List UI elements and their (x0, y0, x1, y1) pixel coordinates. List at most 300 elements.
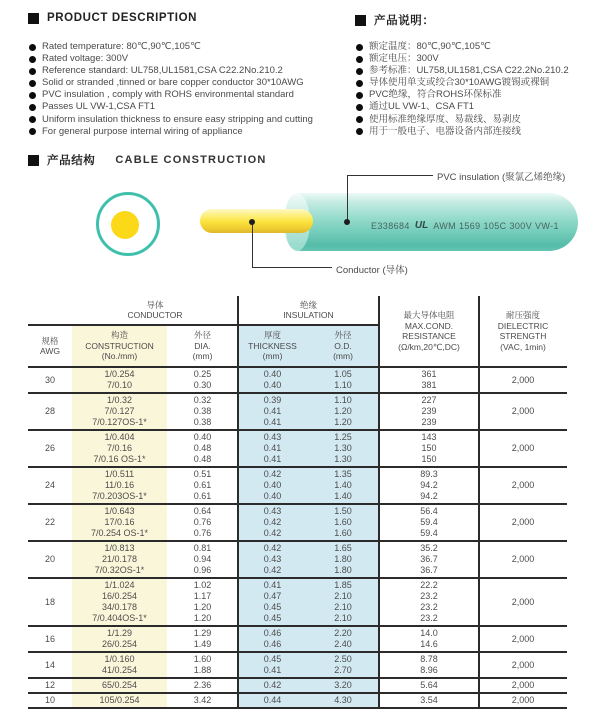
cell-value: 1.80 (334, 554, 352, 564)
cell-resistance (379, 505, 479, 540)
cell-value: 2,000 (511, 596, 535, 607)
cell-value: 35.2 (420, 543, 438, 553)
cell-value: 26 (44, 443, 55, 453)
column-divider (378, 296, 380, 707)
cell-value: 0.40 (263, 380, 282, 390)
cell-resistance (379, 627, 479, 651)
header-line: THICKNESS (248, 340, 297, 351)
header-line: RESISTANCE (402, 331, 456, 341)
cell-value: 0.94 (193, 554, 212, 564)
cell-value: 1.29 (193, 628, 212, 638)
cell-value: 3.20 (334, 680, 352, 690)
cell-thickness (238, 579, 307, 625)
cell-dia (167, 627, 238, 651)
cell-value: 0.41 (263, 406, 282, 416)
cell-awg (28, 468, 72, 503)
cell-value: 1.60 (334, 528, 352, 538)
cell-value: 0.51 (193, 469, 212, 479)
spec-item-text: 用于一般电子、电器设备内部连接线 (369, 125, 522, 137)
cell-value: 1.20 (193, 602, 212, 612)
cell-value: 150 (421, 454, 437, 464)
cell-value: 0.25 (193, 369, 212, 379)
cell-value: 0.43 (263, 432, 282, 442)
cell-value: 1.40 (334, 491, 352, 501)
table-row (28, 677, 567, 692)
bullet-icon (29, 128, 36, 135)
cell-value: 0.46 (263, 628, 282, 638)
cell-resistance (379, 468, 479, 503)
spec-item (355, 77, 603, 89)
cell-value: 7/0.254 OS-1* (90, 528, 149, 538)
cell-value: 2.10 (334, 591, 352, 601)
cell-value: 7/0.10 (106, 380, 133, 390)
spec-item (28, 114, 355, 126)
cell-value: 361 (421, 369, 437, 379)
cell-od (307, 368, 379, 392)
cell-thickness (238, 368, 307, 392)
cell-dia (167, 505, 238, 540)
cell-resistance (379, 542, 479, 577)
header-line: 厚度 (263, 330, 281, 341)
cell-construction (72, 394, 167, 429)
pvc-leader-dot (344, 219, 350, 225)
cell-value: 17/0.16 (104, 517, 135, 527)
table-body (28, 368, 567, 707)
cell-value: 2.40 (334, 639, 352, 649)
cell-od (307, 394, 379, 429)
spec-item (28, 101, 355, 113)
cell-value: 2,000 (511, 374, 535, 385)
cell-value: 0.41 (263, 443, 282, 453)
conductor-label: Conductor (导体) (336, 265, 408, 276)
conductor-cross-section (111, 211, 139, 239)
cell-value: 7/0.32OS-1* (94, 565, 145, 575)
spec-item-text: Rated temperature: 80℃,90℃,105℃ (42, 41, 201, 52)
cell-dielectric (479, 468, 567, 503)
bullet-icon (356, 80, 363, 87)
conductor-leader-dot (249, 219, 255, 225)
spec-item-text: Solid or stranded ,tinned or bare copper conductor 30*10AWG (42, 77, 304, 89)
spec-item (28, 77, 355, 89)
bullet-icon (356, 116, 363, 123)
header-insulation-group (238, 296, 379, 366)
cell-value: 0.61 (193, 491, 212, 501)
cell-value: 56.4 (420, 506, 438, 516)
spec-item (28, 41, 355, 53)
cell-dielectric (479, 694, 567, 707)
cell-value: 23.2 (420, 613, 438, 623)
spec-item (355, 114, 603, 126)
bullet-icon (29, 92, 36, 99)
cell-awg (28, 679, 72, 692)
cell-construction (72, 694, 167, 707)
header-line: INSULATION (283, 310, 334, 320)
header-construction (72, 326, 167, 366)
spec-item-text: PVC绝缘，符合ROHS环保标准 (369, 89, 502, 101)
header-thickness (238, 326, 307, 366)
cell-value: 0.48 (193, 443, 212, 453)
cell-resistance (379, 368, 479, 392)
cell-value: 28 (44, 406, 55, 416)
cell-dielectric (479, 653, 567, 677)
bullet-icon (29, 56, 36, 63)
header-line: 规格 (41, 335, 59, 346)
bullet-icon (29, 80, 36, 87)
cell-value: 1/1.29 (106, 628, 133, 638)
cell-value: 0.76 (193, 528, 212, 538)
table-row (28, 577, 567, 625)
spec-item (355, 41, 603, 53)
cell-value: 1/0.254 (104, 369, 135, 379)
header-line: 导体 (146, 299, 164, 310)
cell-thickness (238, 627, 307, 651)
table-row (28, 429, 567, 466)
cell-resistance (379, 579, 479, 625)
cell-value: 65/0.254 (101, 680, 138, 690)
cell-dielectric (479, 627, 567, 651)
square-bullet-icon (355, 15, 366, 26)
cell-value: 1.35 (334, 469, 352, 479)
cell-value: 4.30 (334, 695, 352, 705)
cell-dielectric (479, 505, 567, 540)
cell-value: 150 (421, 443, 437, 453)
spec-item (355, 89, 603, 101)
cell-construction (72, 505, 167, 540)
conductor-rod (200, 209, 313, 233)
cable-rating-text: AWM 1569 105C 300V VW-1 (433, 220, 559, 231)
table-row (28, 540, 567, 577)
cell-awg (28, 368, 72, 392)
cell-value: 94.2 (420, 491, 438, 501)
header-awg-spacer (28, 296, 72, 326)
cable-diagram (0, 165, 603, 295)
header-conductor-group (72, 296, 238, 366)
header-line: 构造 (110, 330, 128, 341)
product-notes-list (355, 41, 603, 138)
cell-value: 1.60 (193, 654, 212, 664)
cell-value: 0.61 (193, 480, 212, 490)
product-description-heading (28, 12, 197, 24)
cell-value: 1/0.32 (106, 395, 133, 405)
cell-value: 23.2 (420, 591, 438, 601)
header-line: CONDUCTOR (127, 310, 183, 320)
cell-value: 1.30 (334, 443, 352, 453)
ul-file-number: E338684 (371, 220, 410, 231)
column-divider (478, 296, 480, 707)
cell-value: 0.81 (193, 543, 212, 553)
cell-value: 0.41 (263, 665, 282, 675)
cell-value: 2.10 (334, 613, 352, 623)
cell-construction (72, 468, 167, 503)
product-notes-title: 产品说明： (374, 15, 435, 27)
cell-value: 2.70 (334, 665, 352, 675)
table-header (28, 296, 567, 368)
cell-value: 59.4 (420, 528, 438, 538)
cell-value: 0.45 (263, 602, 282, 612)
cell-value: 2,000 (511, 633, 535, 644)
header-line: 绝缘 (299, 299, 317, 310)
cell-resistance (379, 394, 479, 429)
bullet-icon (356, 104, 363, 111)
cell-value: 2.20 (334, 628, 352, 638)
cell-dia (167, 431, 238, 466)
cell-value: 1.60 (334, 517, 352, 527)
bullet-icon (356, 128, 363, 135)
cell-thickness (238, 542, 307, 577)
header-line: CONSTRUCTION (85, 340, 154, 351)
cell-dielectric (479, 431, 567, 466)
spec-item (355, 65, 603, 77)
cell-construction (72, 679, 167, 692)
cell-construction (72, 368, 167, 392)
cell-value: 1/0.160 (104, 654, 135, 664)
cell-od (307, 505, 379, 540)
cell-value: 1.10 (334, 380, 352, 390)
cell-value: 8.78 (420, 654, 438, 664)
cell-construction (72, 542, 167, 577)
header-dia (167, 326, 238, 366)
header-line: STRENGTH (499, 331, 547, 341)
table-row (28, 392, 567, 429)
cell-value: 105/0.254 (99, 695, 140, 705)
cell-value: 1.88 (193, 665, 212, 675)
cable-cross-section (96, 192, 160, 256)
cell-dielectric (479, 542, 567, 577)
cell-value: 0.64 (193, 506, 212, 516)
cell-value: 2,000 (511, 443, 535, 453)
cell-awg (28, 653, 72, 677)
bullet-icon (356, 68, 363, 75)
product-description-list (28, 41, 355, 138)
cell-value: 7/0.127 (104, 406, 135, 416)
bullet-icon (29, 44, 36, 51)
cell-dielectric (479, 679, 567, 692)
table-row (28, 625, 567, 651)
cell-value: 0.45 (263, 654, 282, 664)
cell-value: 89.3 (420, 469, 438, 479)
cell-value: 0.38 (193, 417, 212, 427)
cell-value: 3.54 (420, 695, 438, 705)
cell-od (307, 627, 379, 651)
cell-dia (167, 542, 238, 577)
cell-value: 1/0.643 (104, 506, 135, 516)
table-row (28, 368, 567, 392)
square-bullet-icon (28, 13, 39, 24)
cell-thickness (238, 653, 307, 677)
header-line: DIELECTRIC (497, 320, 549, 331)
pvc-leader-line-v (347, 175, 348, 223)
cell-value: 239 (421, 406, 437, 416)
cell-value: 23.2 (420, 602, 438, 612)
cell-resistance (379, 653, 479, 677)
header-line: DIA. (194, 340, 211, 351)
specification-table (28, 296, 567, 709)
cell-awg (28, 694, 72, 707)
cell-value: 0.45 (263, 613, 282, 623)
spec-item-text: 参考标准：UL758,UL1581,CSA C22.2No.210.2 (369, 65, 569, 77)
cell-value: 0.40 (263, 369, 282, 379)
bullet-icon (356, 44, 363, 51)
cell-value: 1.02 (193, 580, 212, 590)
spec-item-text: Passes UL VW-1,CSA FT1 (42, 101, 155, 113)
cell-thickness (238, 468, 307, 503)
header-line: 外径 (334, 330, 352, 341)
cell-value: 1.20 (193, 613, 212, 623)
cell-dia (167, 394, 238, 429)
conductor-leader-line-h (252, 267, 332, 268)
cell-value: 2,000 (511, 554, 535, 564)
pvc-insulation-label: PVC insulation (聚氯乙烯绝缘) (437, 172, 566, 183)
cell-od (307, 679, 379, 692)
cell-value: 7/0.127OS-1* (92, 417, 147, 427)
header-line: O.D. (334, 340, 352, 351)
header-line: (mm) (333, 351, 353, 362)
bullet-icon (29, 68, 36, 75)
cell-value: 18 (44, 596, 55, 607)
cell-value: 26/0.254 (101, 639, 138, 649)
cell-value: 1.65 (334, 543, 352, 553)
cell-value: 2,000 (511, 659, 535, 670)
cell-value: 1.49 (193, 639, 212, 649)
cell-awg (28, 627, 72, 651)
header-awg-block (28, 296, 72, 366)
cell-resistance (379, 431, 479, 466)
bullet-icon (356, 92, 363, 99)
cell-resistance (379, 694, 479, 707)
cell-value: 1.80 (334, 565, 352, 575)
product-notes-heading (355, 12, 435, 28)
cell-value: 227 (421, 395, 437, 405)
cell-value: 7/0.203OS-1* (92, 491, 147, 501)
cell-value: 21/0.178 (101, 554, 138, 564)
cable-construction-title-cn: 产品结构 (47, 155, 96, 167)
spec-item (355, 126, 603, 138)
cell-value: 2,000 (511, 406, 535, 416)
cell-value: 0.41 (263, 417, 282, 427)
cell-dia (167, 368, 238, 392)
cell-construction (72, 431, 167, 466)
bullet-icon (29, 116, 36, 123)
cell-value: 0.48 (193, 454, 212, 464)
cell-value: 5.64 (420, 680, 438, 690)
spec-item-text: PVC insulation , comply with ROHS environmental standard (42, 89, 294, 101)
cell-value: 1/0.813 (104, 543, 135, 553)
cell-value: 34/0.178 (101, 602, 138, 612)
cell-value: 0.39 (263, 395, 282, 405)
cell-value: 0.30 (193, 380, 212, 390)
header-line: (mm) (192, 351, 213, 362)
cell-value: 16 (44, 633, 55, 644)
cell-awg (28, 505, 72, 540)
cell-value: 2,000 (511, 695, 535, 705)
cell-value: 1.10 (334, 395, 352, 405)
header-conductor-title (72, 296, 238, 326)
cell-dia (167, 694, 238, 707)
cell-awg (28, 394, 72, 429)
cell-thickness (238, 694, 307, 707)
cell-construction (72, 579, 167, 625)
cell-value: 0.42 (263, 528, 282, 538)
cell-value: 0.42 (263, 517, 282, 527)
header-line: 最大导体电阻 (403, 310, 455, 320)
cell-thickness (238, 679, 307, 692)
header-awg (28, 326, 72, 366)
spec-item (28, 126, 355, 138)
cell-value: 0.42 (263, 565, 282, 575)
cell-dielectric (479, 368, 567, 392)
cell-construction (72, 653, 167, 677)
spec-item-text: 额定温度：80℃,90℃,105℃ (369, 41, 491, 52)
bullet-icon (356, 56, 363, 63)
spec-item-text: 导体使用单支或绞合30*10AWG镀锡或裸铜 (369, 77, 550, 89)
cell-value: 0.96 (193, 565, 212, 575)
header-line: (mm) (262, 351, 283, 362)
cell-value: 0.32 (193, 395, 212, 405)
cell-dia (167, 468, 238, 503)
cell-value: 94.2 (420, 480, 438, 490)
cell-value: 7/0.16 (106, 443, 133, 453)
cell-value: 2,000 (511, 680, 535, 690)
cell-value: 0.42 (263, 543, 282, 553)
cell-value: 3.42 (193, 695, 212, 705)
cell-thickness (238, 431, 307, 466)
cell-value: 7/0.16 OS-1* (93, 454, 146, 464)
header-line: 外径 (193, 330, 211, 341)
cell-value: 22.2 (420, 580, 438, 590)
cell-value: 1.05 (334, 369, 352, 379)
cell-value: 2.50 (334, 654, 352, 664)
cell-dia (167, 679, 238, 692)
cell-od (307, 468, 379, 503)
cell-od (307, 579, 379, 625)
cell-value: 12 (44, 680, 55, 690)
spec-item-text: Rated voltage: 300V (42, 53, 129, 65)
cell-value: 0.41 (263, 454, 282, 464)
spec-item-text: Reference standard: UL758,UL1581,CSA C22.2No.210.2 (42, 65, 283, 77)
table-row (28, 651, 567, 677)
header-line: (No./mm) (101, 351, 138, 362)
cell-value: 0.38 (193, 406, 212, 416)
cell-awg (28, 431, 72, 466)
spec-item-text: 额定电压：300V (369, 53, 439, 65)
header-dielectric (479, 296, 567, 366)
header-line: (VAC, 1min) (500, 341, 546, 352)
spec-item-text: 通过UL VW-1、CSA FT1 (369, 101, 475, 113)
cable-construction-title-en: CABLE CONSTRUCTION (115, 154, 267, 166)
ul-logo-icon: UL (414, 220, 429, 231)
header-line: 耐压强度 (505, 310, 540, 320)
header-resistance (379, 296, 479, 366)
cell-value: 14.6 (420, 639, 438, 649)
cell-thickness (238, 505, 307, 540)
cell-dielectric (479, 579, 567, 625)
cell-value: 1/0.404 (104, 432, 135, 442)
cell-value: 11/0.16 (104, 480, 135, 490)
cell-value: 381 (421, 380, 437, 390)
cell-value: 0.42 (263, 680, 282, 690)
cell-dia (167, 653, 238, 677)
cell-value: 1/1.024 (104, 580, 135, 590)
table-row (28, 503, 567, 540)
cell-value: 1.40 (334, 480, 352, 490)
header-od (307, 326, 379, 366)
cell-od (307, 694, 379, 707)
cell-value: 10 (44, 695, 55, 705)
cell-value: 1.25 (334, 432, 352, 442)
conductor-leader-line-v (252, 222, 253, 268)
cell-value: 1.20 (334, 417, 352, 427)
cell-value: 1/0.511 (104, 469, 135, 479)
